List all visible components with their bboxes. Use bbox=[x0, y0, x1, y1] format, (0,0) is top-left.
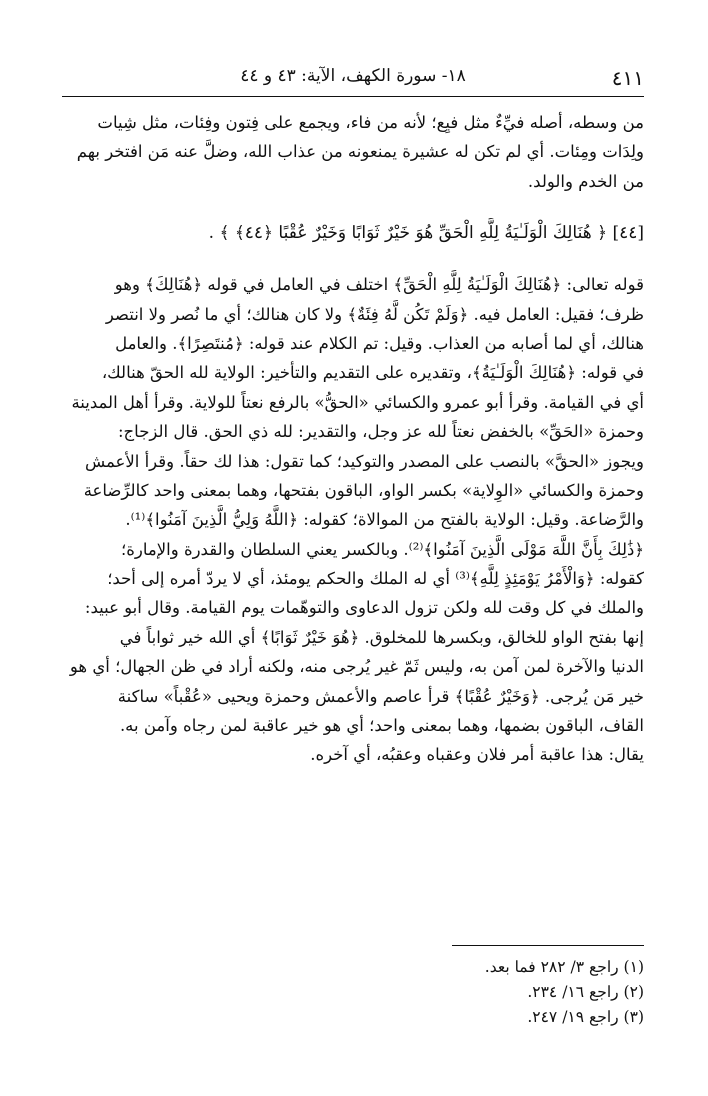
text-line: في قوله: ﴿هُنَالِكَ الْوَلَـٰيَةُ﴾، وتقديره على التقديم والتأخير: الولاية لله الحقّ هنالك، bbox=[101, 363, 644, 383]
page-number: ٤١١ bbox=[611, 66, 644, 90]
paragraph-gap bbox=[62, 196, 644, 218]
text-line: ولِدَات ومِئات. أي لم تكن له عشيرة يمنعونه من عذاب الله، وضلَّ عنه مَن افتخر بهم bbox=[76, 142, 644, 162]
text-line: قوله تعالى: ﴿هُنَالِكَ الْوَلَـٰيَةُ لِلَّهِ الْحَقِّ﴾ اختلف في العامل في قوله ﴿هُنَالِكَ﴾ وهو bbox=[114, 275, 644, 295]
text-line: من الخدم والولد. bbox=[527, 171, 644, 191]
text-line: الدنيا والآخرة لمن آمن به، وليس ثَمّ غير يُرجى منه، ولكنه أراد في ظن الجهال؛ أي هو bbox=[69, 657, 644, 677]
running-head: ١٨- سورة الكهف، الآية: ٤٣ و ٤٤ bbox=[240, 66, 466, 86]
text-line: وحمزة «الحَقِّ» بالخفض نعتاً لله عز وجل، والتقدير: لله ذي الحق. قال الزجاج: bbox=[117, 422, 644, 442]
header-rule bbox=[62, 96, 644, 97]
text-line: إنها بفتح الواو للخالق، وبكسرها للمخلوق. ﴿هُوَ خَيْرٌ ثَوَابًا﴾ أي الله خير ثواباً في bbox=[119, 627, 644, 647]
verse-line: [٤٤] ﴿ هُنَالِكَ الْوَلَـٰيَةُ لِلَّهِ الْحَقِّ هُوَ خَيْرٌ ثَوَابًا وَخَيْرٌ عُقْبًا ﴿٤٤﴾ ﴾ . bbox=[208, 223, 644, 244]
text-line: أي في القيامة. وقرأ أبو عمرو والكسائي «الحقُّ» بالرفع نعتاً للولاية. وقرأ أهل المدينة bbox=[71, 392, 644, 412]
text-line: كقوله: ﴿وَالْأَمْرُ يَوْمَئِذٍ لِلَّهِ﴾⁽³⁾ أي له الملك والحكم يومئذ، أي لا يردّ أمره إلى أحد؛ bbox=[107, 569, 644, 589]
text-line: من وسطه، أصله فيِّءٌ مثل فيِع؛ لأنه من فاء، ويجمع على فِتون وفِئات، مثل شِيات bbox=[97, 113, 644, 132]
text-line: يقال: هذا عاقبة أمر فلان وعقباه وعقبُه، أي آخره. bbox=[310, 745, 644, 765]
text-line: وحمزة والكسائي «الوِلاية» بكسر الواو، الباقون بفتحها، وهما بمعنى واحد كالرِّضاعة bbox=[83, 480, 644, 500]
footnotes bbox=[300, 955, 644, 1030]
text-line: القاف، الباقون بضمها، وهما بمعنى واحد؛ أي هو خير عاقبة لمن رجاه وآمن به. bbox=[119, 716, 644, 736]
footnote: (١) راجع ٣/ ٢٨٢ فما بعد. bbox=[484, 958, 644, 976]
footnote: (٢) راجع ١٦/ ٢٣٤. bbox=[527, 983, 644, 1001]
body-text bbox=[62, 108, 644, 770]
text-line: هنالك، أي لما أصابه من العذاب. وقيل: تم الكلام عند قوله: ﴿مُنتَصِرًا﴾. والعامل bbox=[115, 333, 644, 353]
footnote: (٣) راجع ١٩/ ٢٤٧. bbox=[527, 1008, 644, 1026]
text-line: ﴿ذَٰلِكَ بِأَنَّ اللَّهَ مَوْلَى الَّذِينَ آمَنُوا﴾⁽²⁾. وبالكسر يعني السلطان والقدرة والإمارة؛ bbox=[121, 539, 644, 559]
text-line: والرَّضاعة. وقيل: الولاية بالفتح من الموالاة؛ كقوله: ﴿اللَّهُ وَلِيُّ الَّذِينَ آمَنُوا﴾⁽¹⁾. bbox=[125, 510, 644, 530]
text-line: ويجوز «الحقَّ» بالنصب على المصدر والتوكيد؛ كما تقول: هذا لك حقاً. وقرأ الأعمش bbox=[84, 451, 644, 471]
paragraph-gap bbox=[62, 248, 644, 270]
footnote-rule bbox=[452, 945, 644, 946]
text-line: ظرف؛ فقيل: العامل فيه. ﴿وَلَمْ تَكُن لَّهُ فِئَةٌ﴾ ولا كان هنالك؛ أي ما نُصر ولا انتصر bbox=[105, 304, 644, 324]
text-line: والملك في كل وقت لله ولكن تزول الدعاوى والتوهّمات يوم القيامة. وقال أبو عبيد: bbox=[84, 598, 644, 618]
page-header bbox=[62, 62, 644, 96]
text-line: خير مَن يُرجى. ﴿وَخَيْرٌ عُقْبًا﴾ قرأ عاصم والأعمش وحمزة ويحيى «عُقْباً» ساكنة bbox=[117, 686, 644, 706]
